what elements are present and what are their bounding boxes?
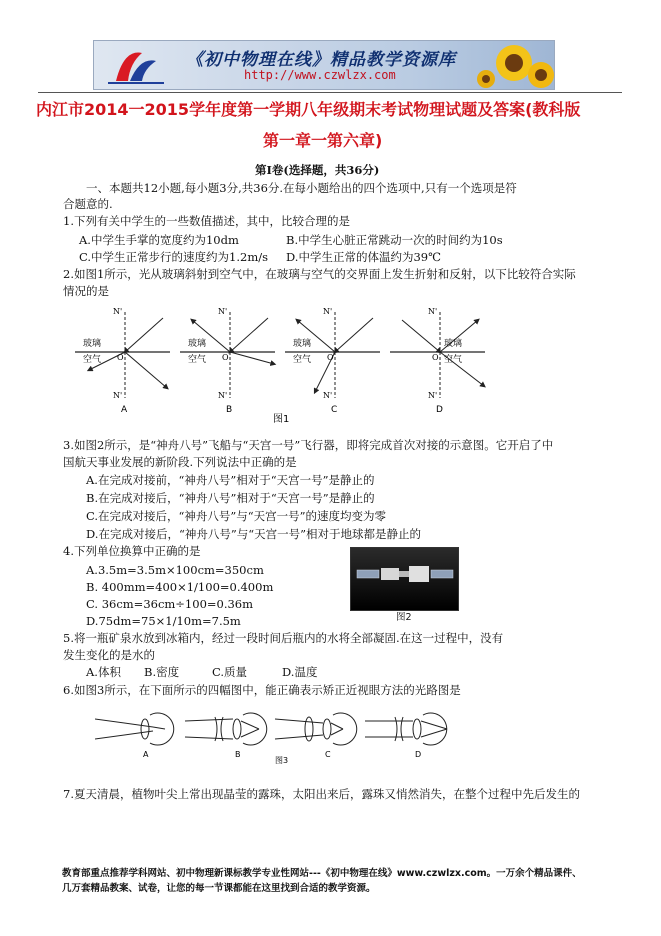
q3-option-d: D.在完成对接后，“神舟八号”与“天宫一号”相对于地球都是静止的 bbox=[86, 527, 421, 541]
q5-option-d: D.温度 bbox=[282, 665, 318, 679]
panel-label-a: A bbox=[121, 405, 128, 415]
q5-stem-line2: 发生变化的是水的 bbox=[63, 648, 155, 662]
q3-stem-line1: 3.如图2所示，是“神舟八号”飞船与“天宫一号”飞行器，即将完成首次对接的示意图。它开启了中 bbox=[63, 438, 554, 452]
header-rule bbox=[38, 92, 622, 93]
figure-3-label-c: C bbox=[325, 750, 331, 759]
page-footer bbox=[62, 866, 582, 896]
figure-2-caption: 图2 bbox=[396, 612, 412, 623]
q1-option-c: C.中学生正常步行的速度约为1.2m/s bbox=[79, 250, 269, 264]
n-top-label-d: N' bbox=[428, 307, 438, 316]
panel-label-b: B bbox=[226, 405, 233, 415]
q1-option-a: A.中学生手掌的宽度约为10dm bbox=[79, 233, 239, 247]
spacecraft-icon bbox=[351, 548, 458, 610]
figure-3-label-d: D bbox=[415, 750, 422, 759]
section-intro-line2: 合题意的. bbox=[63, 197, 113, 211]
panel-label-d: D bbox=[436, 405, 443, 415]
section-intro-line1: 一、本题共12小题,每小题3分,共36分.在每小题给出的四个选项中,只有一个选项是符 bbox=[86, 181, 517, 195]
figure-2-photo bbox=[350, 547, 459, 611]
o-label-b: O bbox=[222, 353, 229, 362]
banner-title: 《初中物理在线》精品教学资源库 bbox=[186, 50, 456, 70]
q1-option-d: D.中学生正常的体温约为39℃ bbox=[286, 250, 441, 264]
figure-3-label-b: B bbox=[235, 750, 241, 759]
footer-line1: 教育部重点推荐学科网站、初中物理新课标教学专业性网站---《初中物理在线》www.czwlzx.com。一万余个精品课件、 bbox=[62, 868, 582, 879]
q4-stem: 4.下列单位换算中正确的是 bbox=[63, 544, 201, 558]
header-banner bbox=[93, 40, 555, 90]
air-label-c: 空气 bbox=[293, 355, 312, 365]
figure-3-caption: 图3 bbox=[275, 756, 289, 765]
q3-option-a: A.在完成对接前，“神舟八号”相对于“天宫一号”是静止的 bbox=[86, 473, 375, 487]
glass-label-a: 玻璃 bbox=[83, 339, 102, 349]
figure-1-panel-d bbox=[390, 307, 485, 415]
page-title-line1: 内江市2014一2015学年度第一学期八年级期末考试物理试题及答案(教科版 bbox=[36, 100, 581, 119]
n-bottom-label-a: N' bbox=[113, 391, 123, 400]
air-label-d: 空气 bbox=[444, 355, 463, 365]
q1-option-b: B.中学生心脏正常跳动一次的时间约为10s bbox=[286, 233, 503, 247]
n-top-label-b: N' bbox=[218, 307, 228, 316]
q3-option-c: C.在完成对接后，“神舟八号”与“天宫一号”的速度均变为零 bbox=[86, 509, 387, 523]
figure-1-panel-b bbox=[180, 307, 275, 415]
figure-1 bbox=[75, 300, 505, 430]
figure-3-panel-d bbox=[365, 713, 447, 759]
n-bottom-label-d: N' bbox=[428, 391, 438, 400]
q5-option-a: A.体积 bbox=[86, 665, 121, 679]
figure-3 bbox=[95, 705, 455, 765]
figure-3-panel-a bbox=[95, 713, 174, 759]
glass-label-c: 玻璃 bbox=[293, 339, 312, 349]
q2-stem-line1: 2.如图1所示，光从玻璃斜射到空气中，在玻璃与空气的交界面上发生折射和反射，以下比较符合实际 bbox=[63, 267, 576, 281]
footer-line2: 几万套精品教案、试卷，让您的每一节课都能在这里找到合适的教学资源。 bbox=[62, 883, 376, 894]
q1-stem: 1.下列有关中学生的一些数值描述，其中，比较合理的是 bbox=[63, 214, 350, 228]
panel-label-c: C bbox=[331, 405, 338, 415]
figure-3-panel-b bbox=[185, 713, 267, 759]
q6-stem: 6.如图3所示，在下面所示的四幅图中，能正确表示矫正近视眼方法的光路图是 bbox=[63, 683, 461, 697]
o-label-d: O bbox=[432, 353, 439, 362]
q3-option-b: B.在完成对接后，“神舟八号”相对于“天宫一号”是静止的 bbox=[86, 491, 375, 505]
q4-option-d: D.75dm=75×1/10m=7.5m bbox=[86, 614, 241, 628]
banner-url[interactable]: http://www.czwlzx.com bbox=[244, 68, 396, 82]
q3-stem-line2: 国航天事业发展的新阶段.下列说法中正确的是 bbox=[63, 455, 297, 469]
q5-stem-line1: 5.将一瓶矿泉水放到冰箱内，经过一段时间后瓶内的水将全部凝固.在这一过程中，没有 bbox=[63, 631, 504, 645]
air-label-a: 空气 bbox=[83, 355, 102, 365]
section-title: 第Ⅰ卷(选择题，共36分) bbox=[255, 163, 380, 177]
q4-option-c: C. 36cm=36cm÷100=0.36m bbox=[86, 597, 254, 611]
air-label-b: 空气 bbox=[188, 355, 207, 365]
page-title-line2: 第一章一第六章) bbox=[263, 131, 383, 150]
figure-3-panel-c bbox=[275, 713, 357, 759]
sunflower-icon bbox=[477, 45, 554, 88]
glass-label-b: 玻璃 bbox=[188, 339, 207, 349]
glass-label-d: 玻璃 bbox=[444, 339, 463, 349]
q4-option-a: A.3.5m=3.5m×100cm=350cm bbox=[86, 563, 264, 577]
q5-option-c: C.质量 bbox=[212, 665, 248, 679]
figure-1-caption: 图1 bbox=[273, 414, 290, 425]
n-bottom-label-c: N' bbox=[323, 391, 333, 400]
o-label-c: O bbox=[327, 353, 334, 362]
n-bottom-label-b: N' bbox=[218, 391, 228, 400]
figure-1-panel-c bbox=[285, 307, 380, 415]
figure-1-panel-a bbox=[75, 307, 170, 415]
q2-stem-line2: 情况的是 bbox=[63, 284, 109, 298]
q5-option-b: B.密度 bbox=[144, 665, 180, 679]
figure-3-label-a: A bbox=[143, 750, 149, 759]
o-label-a: O bbox=[117, 353, 124, 362]
q4-option-b: B. 400mm=400×1/100=0.400m bbox=[86, 580, 274, 594]
n-top-label-c: N' bbox=[323, 307, 333, 316]
n-top-label-a: N' bbox=[113, 307, 123, 316]
q7-stem: 7.夏天清晨，植物叶尖上常出现晶莹的露珠，太阳出来后，露珠又悄然消失，在整个过程中先后发生的 bbox=[63, 787, 580, 801]
